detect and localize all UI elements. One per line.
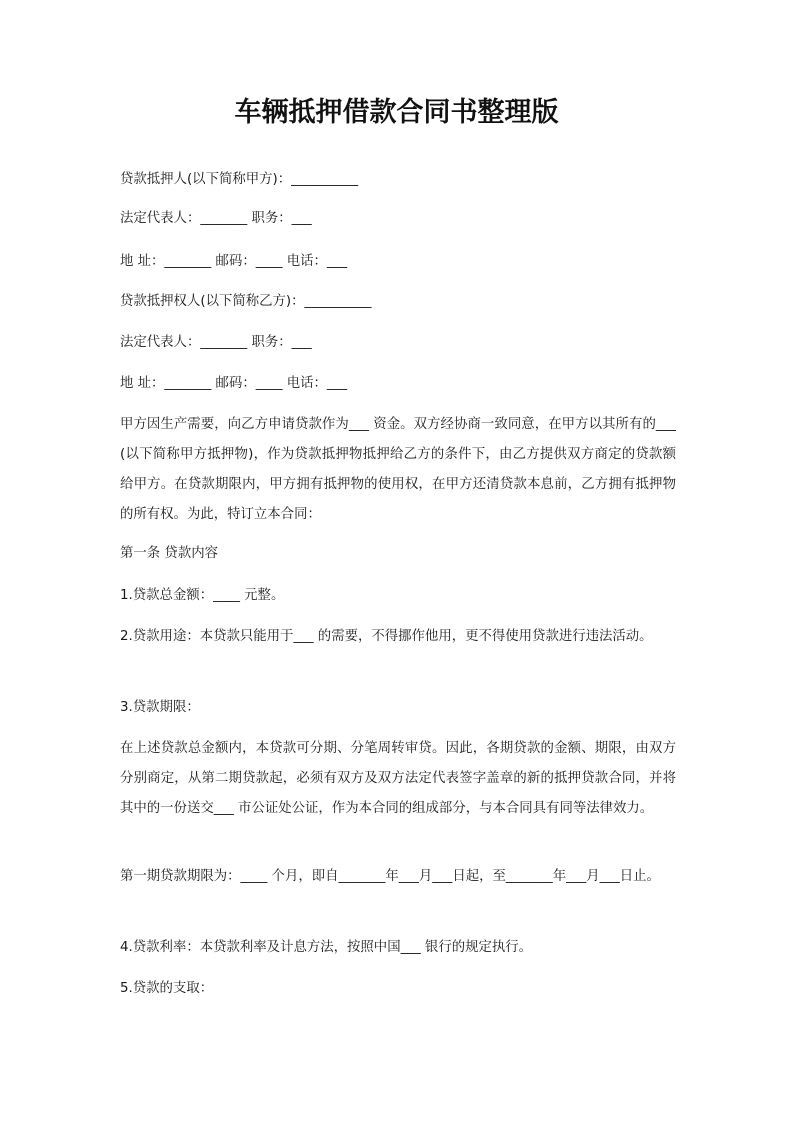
party-a-name-line: 贷款抵押人(以下简称甲方)：__________ bbox=[120, 172, 359, 187]
party-a-address-line: 地 址：_______ 邮码：____ 电话：___ bbox=[120, 254, 348, 269]
party-b-representative-line: 法定代表人：_______ 职务：___ bbox=[120, 335, 312, 350]
document-title: 车辆抵押借款合同书整理版 bbox=[234, 97, 559, 128]
clause-loan-term-paragraph: 在上述贷款总金额内，本贷款可分期、分笔周转审贷。因此，各期贷款的金额、期限，由双方分别商定，从第二期贷款起，必须有双方及双方法定代表签字盖章的新的抵押贷款合同，并将其中的一份送交___ 市公证处公证，作为本合同的组成部分，与本合同具有同等法律效力。 bbox=[120, 741, 676, 816]
clause-interest-rate: 4.贷款利率：本贷款利率及计息方法，按照中国___ 银行的规定执行。 bbox=[120, 940, 533, 955]
clause-first-period: 第一期贷款期限为：____ 个月，即自_______年___月___日起，至_______年___月___日止。 bbox=[120, 869, 660, 884]
clause-total-amount: 1.贷款总金额：____ 元整。 bbox=[120, 588, 285, 603]
preamble-paragraph: 甲方因生产需要，向乙方申请贷款作为___ 资金。双方经协商一致同意，在甲方以其所有的___ (以下简称甲方抵押物)，作为贷款抵押物抵押给乙方的条件下，由乙方提供双方商定的贷款额给甲方。在贷款期限内，甲方拥有抵押物的使用权，在甲方还清贷款本息前，乙方拥有抵押物的所有权。为此，特订立本合同： bbox=[120, 417, 676, 522]
article-one-heading: 第一条 贷款内容 bbox=[120, 546, 218, 561]
clause-loan-term-heading: 3.贷款期限： bbox=[120, 700, 200, 715]
clause-loan-purpose: 2.贷款用途：本贷款只能用于___ 的需要，不得挪作他用，更不得使用贷款进行违法活动。 bbox=[120, 629, 653, 644]
clause-withdrawal: 5.贷款的支取： bbox=[120, 981, 214, 996]
party-b-address-line: 地 址：_______ 邮码：____ 电话：___ bbox=[120, 376, 348, 391]
party-b-name-line: 贷款抵押权人(以下简称乙方)：__________ bbox=[120, 294, 372, 309]
party-a-representative-line: 法定代表人：_______ 职务：___ bbox=[120, 211, 312, 226]
